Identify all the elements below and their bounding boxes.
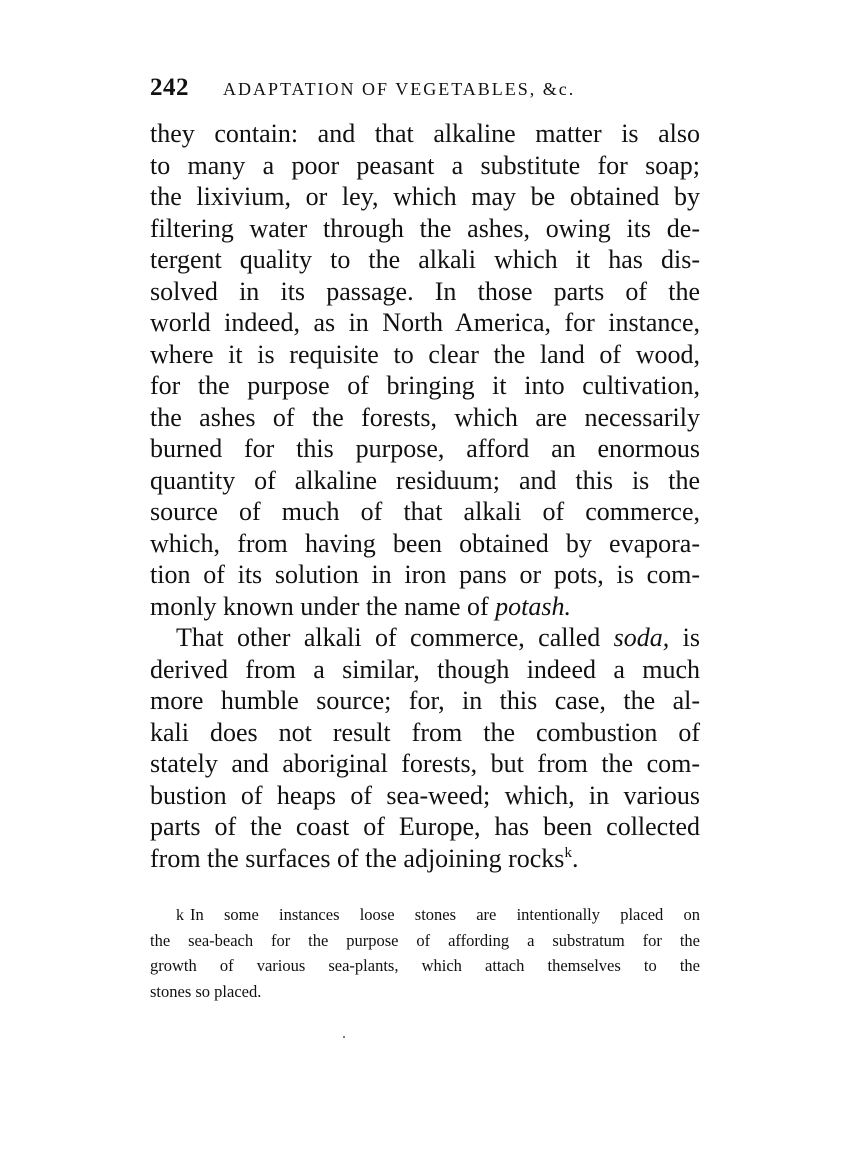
text-line: tergent quality to the alkali which it has dis- (150, 245, 700, 274)
text-line: for the purpose of bringing it into cultivation, (150, 371, 700, 400)
text-line: the lixivium, or ley, which may be obtained by (150, 182, 700, 211)
text-line: more humble source; for, in this case, the al- (150, 686, 700, 715)
text-line: the ashes of the forests, which are necessarily (150, 402, 700, 432)
text-line: tion of its solution in iron pans or pots, is com- (150, 560, 700, 589)
text-line: burned for this purpose, afford an enormous (150, 434, 700, 463)
text-line: derived from a similar, though indeed a much (150, 654, 700, 684)
text-line: which, from having been obtained by evapora- (150, 528, 700, 558)
text-segment: from the surfaces of the adjoining rocks (150, 843, 565, 873)
footnote-marker: k (176, 907, 184, 924)
ink-speck (343, 1036, 345, 1038)
italic-term-soda: soda, (613, 623, 670, 652)
text-line: they contain: and that alkaline matter is also (150, 119, 700, 148)
text-line (150, 591, 700, 623)
text-segment: In some instances loose stones are intentionally placed on (190, 905, 700, 924)
italic-term-potash: potash. (495, 591, 571, 621)
text-line: to many a poor peasant a substitute for soap; (150, 150, 700, 180)
text-line: bustion of heaps of sea-weed; which, in various (150, 780, 700, 810)
text-line: source of much of that alkali of commerce, (150, 497, 700, 526)
page-number: 242 (150, 74, 189, 101)
running-header (150, 74, 710, 102)
text-line (150, 622, 700, 654)
body-text (150, 118, 700, 874)
text-segment: is (669, 623, 700, 652)
text-segment: That other alkali of commerce, called (176, 623, 614, 652)
text-line: kali does not result from the combustion of (150, 717, 700, 747)
text-segment: . (571, 843, 579, 873)
text-line (150, 843, 700, 875)
text-line: where it is requisite to clear the land of wood, (150, 339, 700, 369)
text-line: stately and aboriginal forests, but from the com- (150, 749, 700, 778)
text-line: parts of the coast of Europe, has been collected (150, 812, 700, 841)
text-line: solved in its passage. In those parts of the (150, 276, 700, 306)
text-line: quantity of alkaline residuum; and this is the (150, 465, 700, 495)
footnote (150, 902, 700, 1004)
text-segment: monly known under the name of (150, 591, 496, 621)
footnote-line: the sea-beach for the purpose of affording a substratum for the (150, 930, 700, 950)
text-line: filtering water through the ashes, owing its de- (150, 213, 700, 243)
footnote-reference: k (564, 844, 572, 861)
running-title: ADAPTATION OF VEGETABLES, &c. (223, 79, 576, 99)
footnote-line: stones so placed. (150, 981, 262, 1001)
footnote-line (150, 902, 700, 928)
footnote-line: growth of various sea-plants, which attach themselves to the (150, 956, 700, 975)
text-line: world indeed, as in North America, for instance, (150, 308, 700, 337)
